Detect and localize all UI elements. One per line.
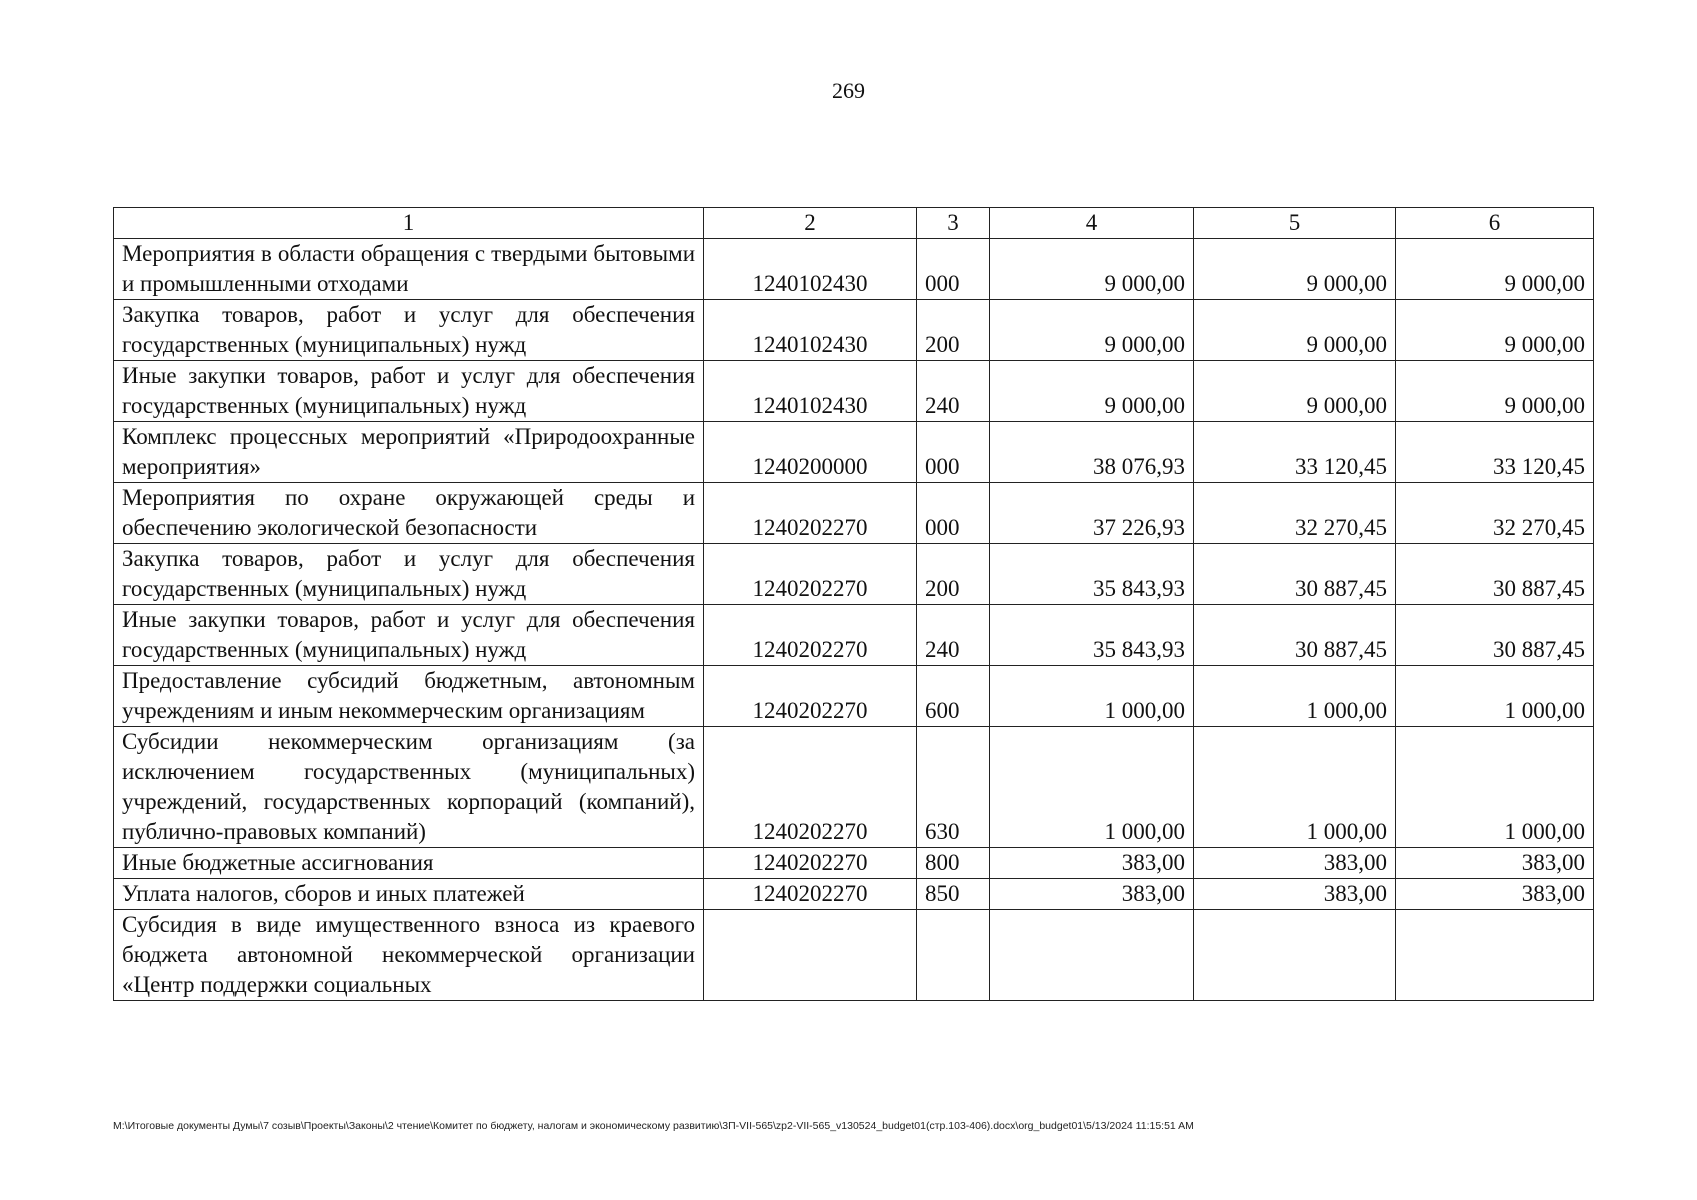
row-type: 600 (917, 666, 990, 727)
row-code: 1240102430 (704, 300, 917, 361)
table-row (114, 239, 1594, 300)
row-name: Уплата налогов, сборов и иных платежей (114, 879, 704, 910)
row-code: 1240102430 (704, 239, 917, 300)
row-value-5: 9 000,00 (1194, 239, 1396, 300)
table-row (114, 727, 1594, 848)
row-name: Иные закупки товаров, работ и услуг для обеспечения государственных (муниципальных) нужд (114, 361, 704, 422)
row-value-6 (1396, 910, 1594, 1001)
row-type: 240 (917, 361, 990, 422)
row-type: 000 (917, 422, 990, 483)
table-row (114, 910, 1594, 1001)
row-code: 1240202270 (704, 727, 917, 848)
row-code: 1240202270 (704, 879, 917, 910)
row-value-5: 32 270,45 (1194, 483, 1396, 544)
page-number: 269 (832, 78, 865, 103)
row-value-6: 9 000,00 (1396, 300, 1594, 361)
column-header: 3 (917, 208, 990, 239)
row-value-5: 1 000,00 (1194, 666, 1396, 727)
column-header: 1 (114, 208, 704, 239)
row-value-6: 33 120,45 (1396, 422, 1594, 483)
row-code: 1240200000 (704, 422, 917, 483)
row-value-6: 30 887,45 (1396, 605, 1594, 666)
row-name: Иные бюджетные ассигнования (114, 848, 704, 879)
row-value-4: 38 076,93 (990, 422, 1194, 483)
row-value-6: 9 000,00 (1396, 239, 1594, 300)
table-header-row (114, 208, 1594, 239)
row-value-4 (990, 910, 1194, 1001)
row-value-5: 30 887,45 (1194, 605, 1396, 666)
column-header: 5 (1194, 208, 1396, 239)
row-value-4: 9 000,00 (990, 300, 1194, 361)
row-value-4: 1 000,00 (990, 727, 1194, 848)
row-value-4: 37 226,93 (990, 483, 1194, 544)
row-name: Иные закупки товаров, работ и услуг для обеспечения государственных (муниципальных) нужд (114, 605, 704, 666)
row-type: 000 (917, 483, 990, 544)
row-name: Мероприятия по охране окружающей среды и обеспечению экологической безопасности (114, 483, 704, 544)
row-type (917, 910, 990, 1001)
row-value-5: 9 000,00 (1194, 300, 1396, 361)
row-value-5: 1 000,00 (1194, 727, 1396, 848)
row-value-6: 383,00 (1396, 879, 1594, 910)
row-value-5: 33 120,45 (1194, 422, 1396, 483)
row-type: 240 (917, 605, 990, 666)
table-row (114, 361, 1594, 422)
table-row (114, 300, 1594, 361)
footer-file-path: M:\Итоговые документы Думы\7 созыв\Проекты\Законы\2 чтение\Комитет по бюджету, налогам и экономическому развитию\3П-VII-565\zp2-VII-565_v130524_budget01(стр.103-406).docx\org_budget01\5/13/2024 11:15:51 AM (113, 1120, 1194, 1132)
table-row (114, 666, 1594, 727)
row-value-4: 35 843,93 (990, 605, 1194, 666)
table-row (114, 605, 1594, 666)
row-code: 1240202270 (704, 483, 917, 544)
row-type: 000 (917, 239, 990, 300)
row-value-5: 383,00 (1194, 848, 1396, 879)
row-code: 1240202270 (704, 605, 917, 666)
row-value-6: 1 000,00 (1396, 727, 1594, 848)
row-value-6: 32 270,45 (1396, 483, 1594, 544)
row-type: 200 (917, 544, 990, 605)
row-type: 850 (917, 879, 990, 910)
row-name: Закупка товаров, работ и услуг для обеспечения государственных (муниципальных) нужд (114, 544, 704, 605)
row-name: Закупка товаров, работ и услуг для обеспечения государственных (муниципальных) нужд (114, 300, 704, 361)
row-code: 1240202270 (704, 848, 917, 879)
table-row (114, 422, 1594, 483)
row-value-5: 30 887,45 (1194, 544, 1396, 605)
row-name: Мероприятия в области обращения с твердыми бытовыми и промышленными отходами (114, 239, 704, 300)
row-value-5: 9 000,00 (1194, 361, 1396, 422)
column-header: 6 (1396, 208, 1594, 239)
row-name: Предоставление субсидий бюджетным, автономным учреждениям и иным некоммерческим организациям (114, 666, 704, 727)
row-value-4: 383,00 (990, 879, 1194, 910)
row-code: 1240102430 (704, 361, 917, 422)
table-row (114, 879, 1594, 910)
row-value-5 (1194, 910, 1396, 1001)
row-type: 630 (917, 727, 990, 848)
row-type: 800 (917, 848, 990, 879)
table-row (114, 544, 1594, 605)
row-value-6: 9 000,00 (1396, 361, 1594, 422)
row-value-4: 1 000,00 (990, 666, 1194, 727)
row-code: 1240202270 (704, 544, 917, 605)
row-code (704, 910, 917, 1001)
table-row (114, 483, 1594, 544)
row-value-4: 9 000,00 (990, 361, 1194, 422)
row-value-4: 35 843,93 (990, 544, 1194, 605)
column-header: 4 (990, 208, 1194, 239)
row-name: Комплекс процессных мероприятий «Природоохранные мероприятия» (114, 422, 704, 483)
row-value-6: 383,00 (1396, 848, 1594, 879)
row-name: Субсидии некоммерческим организациям (за исключением государственных (муниципальных) учреждений, государственных корпораций (компаний), публично-правовых компаний) (114, 727, 704, 848)
column-header: 2 (704, 208, 917, 239)
row-value-4: 383,00 (990, 848, 1194, 879)
row-value-6: 30 887,45 (1396, 544, 1594, 605)
row-code: 1240202270 (704, 666, 917, 727)
row-value-4: 9 000,00 (990, 239, 1194, 300)
row-value-5: 383,00 (1194, 879, 1396, 910)
row-value-6: 1 000,00 (1396, 666, 1594, 727)
row-name: Субсидия в виде имущественного взноса из краевого бюджета автономной некоммерческой организации «Центр поддержки социальных (114, 910, 704, 1001)
row-type: 200 (917, 300, 990, 361)
table-row (114, 848, 1594, 879)
budget-table (113, 207, 1594, 1001)
